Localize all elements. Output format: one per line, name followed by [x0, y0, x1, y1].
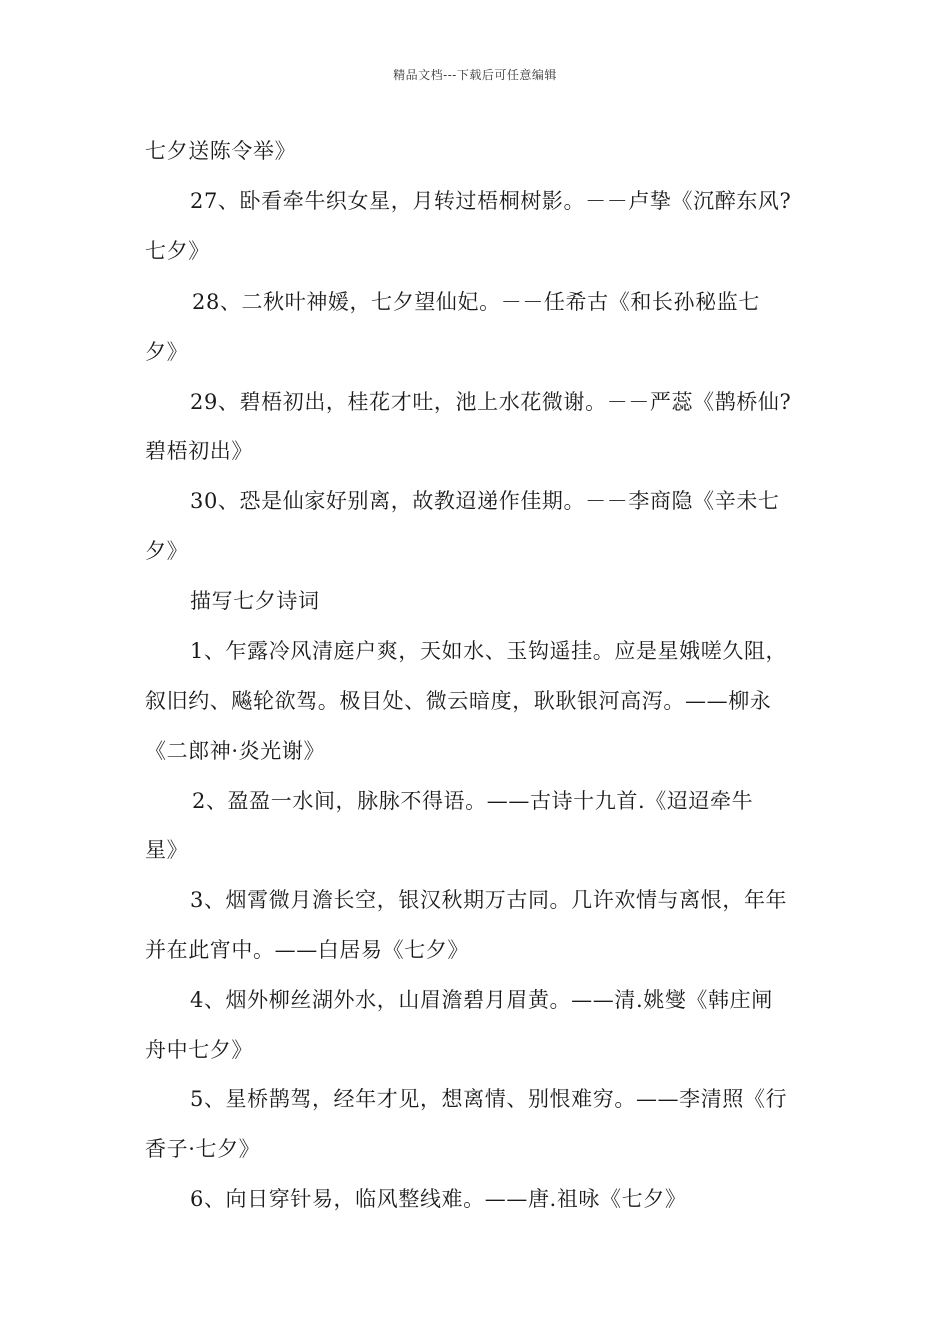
text-line: 叙旧约、飚轮欲驾。极目处、微云暗度，耿耿银河高泻。——柳永: [145, 689, 772, 713]
text-line: 28、二秋叶神媛，七夕望仙妃。－－任希古《和长孙秘监七: [192, 290, 760, 314]
text-line: 29、碧梧初出，桂花才吐，池上水花微谢。－－严蕊《鹊桥仙?: [190, 390, 792, 414]
text-line: 碧梧初出》: [145, 439, 253, 463]
text-line: 《二郎神·炎光谢》: [145, 739, 326, 763]
text-line: 星》: [145, 838, 189, 862]
text-line: 1、乍露冷风清庭户爽，天如水、玉钩遥挂。应是星娥嗟久阻，: [190, 639, 788, 663]
text-line: 2、盈盈一水间，脉脉不得语。——古诗十九首.《迢迢牵牛: [192, 789, 754, 813]
section-heading: 描写七夕诗词: [190, 589, 320, 613]
text-line: 6、向日穿针易，临风整线难。——唐.祖咏《七夕》: [190, 1187, 687, 1211]
text-line: 3、烟霄微月澹长空，银汉秋期万古同。几许欢情与离恨，年年: [190, 888, 788, 912]
text-line: 并在此宵中。——白居易《七夕》: [145, 938, 469, 962]
text-line: 4、烟外柳丝湖外水，山眉澹碧月眉黄。——清.姚燮《韩庄闸: [190, 988, 773, 1012]
text-line: 舟中七夕》: [145, 1038, 253, 1062]
text-line: 27、卧看牵牛织女星，月转过梧桐树影。－－卢挚《沉醉东风?: [190, 189, 792, 213]
page-header: 精品文档---下载后可任意编辑: [393, 68, 557, 82]
text-line: 夕》: [145, 539, 189, 563]
text-line: 30、恐是仙家好别离，故教迢递作佳期。－－李商隐《辛未七: [190, 489, 780, 513]
text-line: 夕》: [145, 340, 189, 364]
text-line: 七夕》: [145, 239, 210, 263]
text-line: 5、星桥鹊驾，经年才见，想离情、别恨难穷。——李清照《行: [190, 1087, 788, 1111]
text-line: 香子·七夕》: [145, 1137, 261, 1161]
text-line: 七夕送陈令举》: [145, 139, 297, 163]
